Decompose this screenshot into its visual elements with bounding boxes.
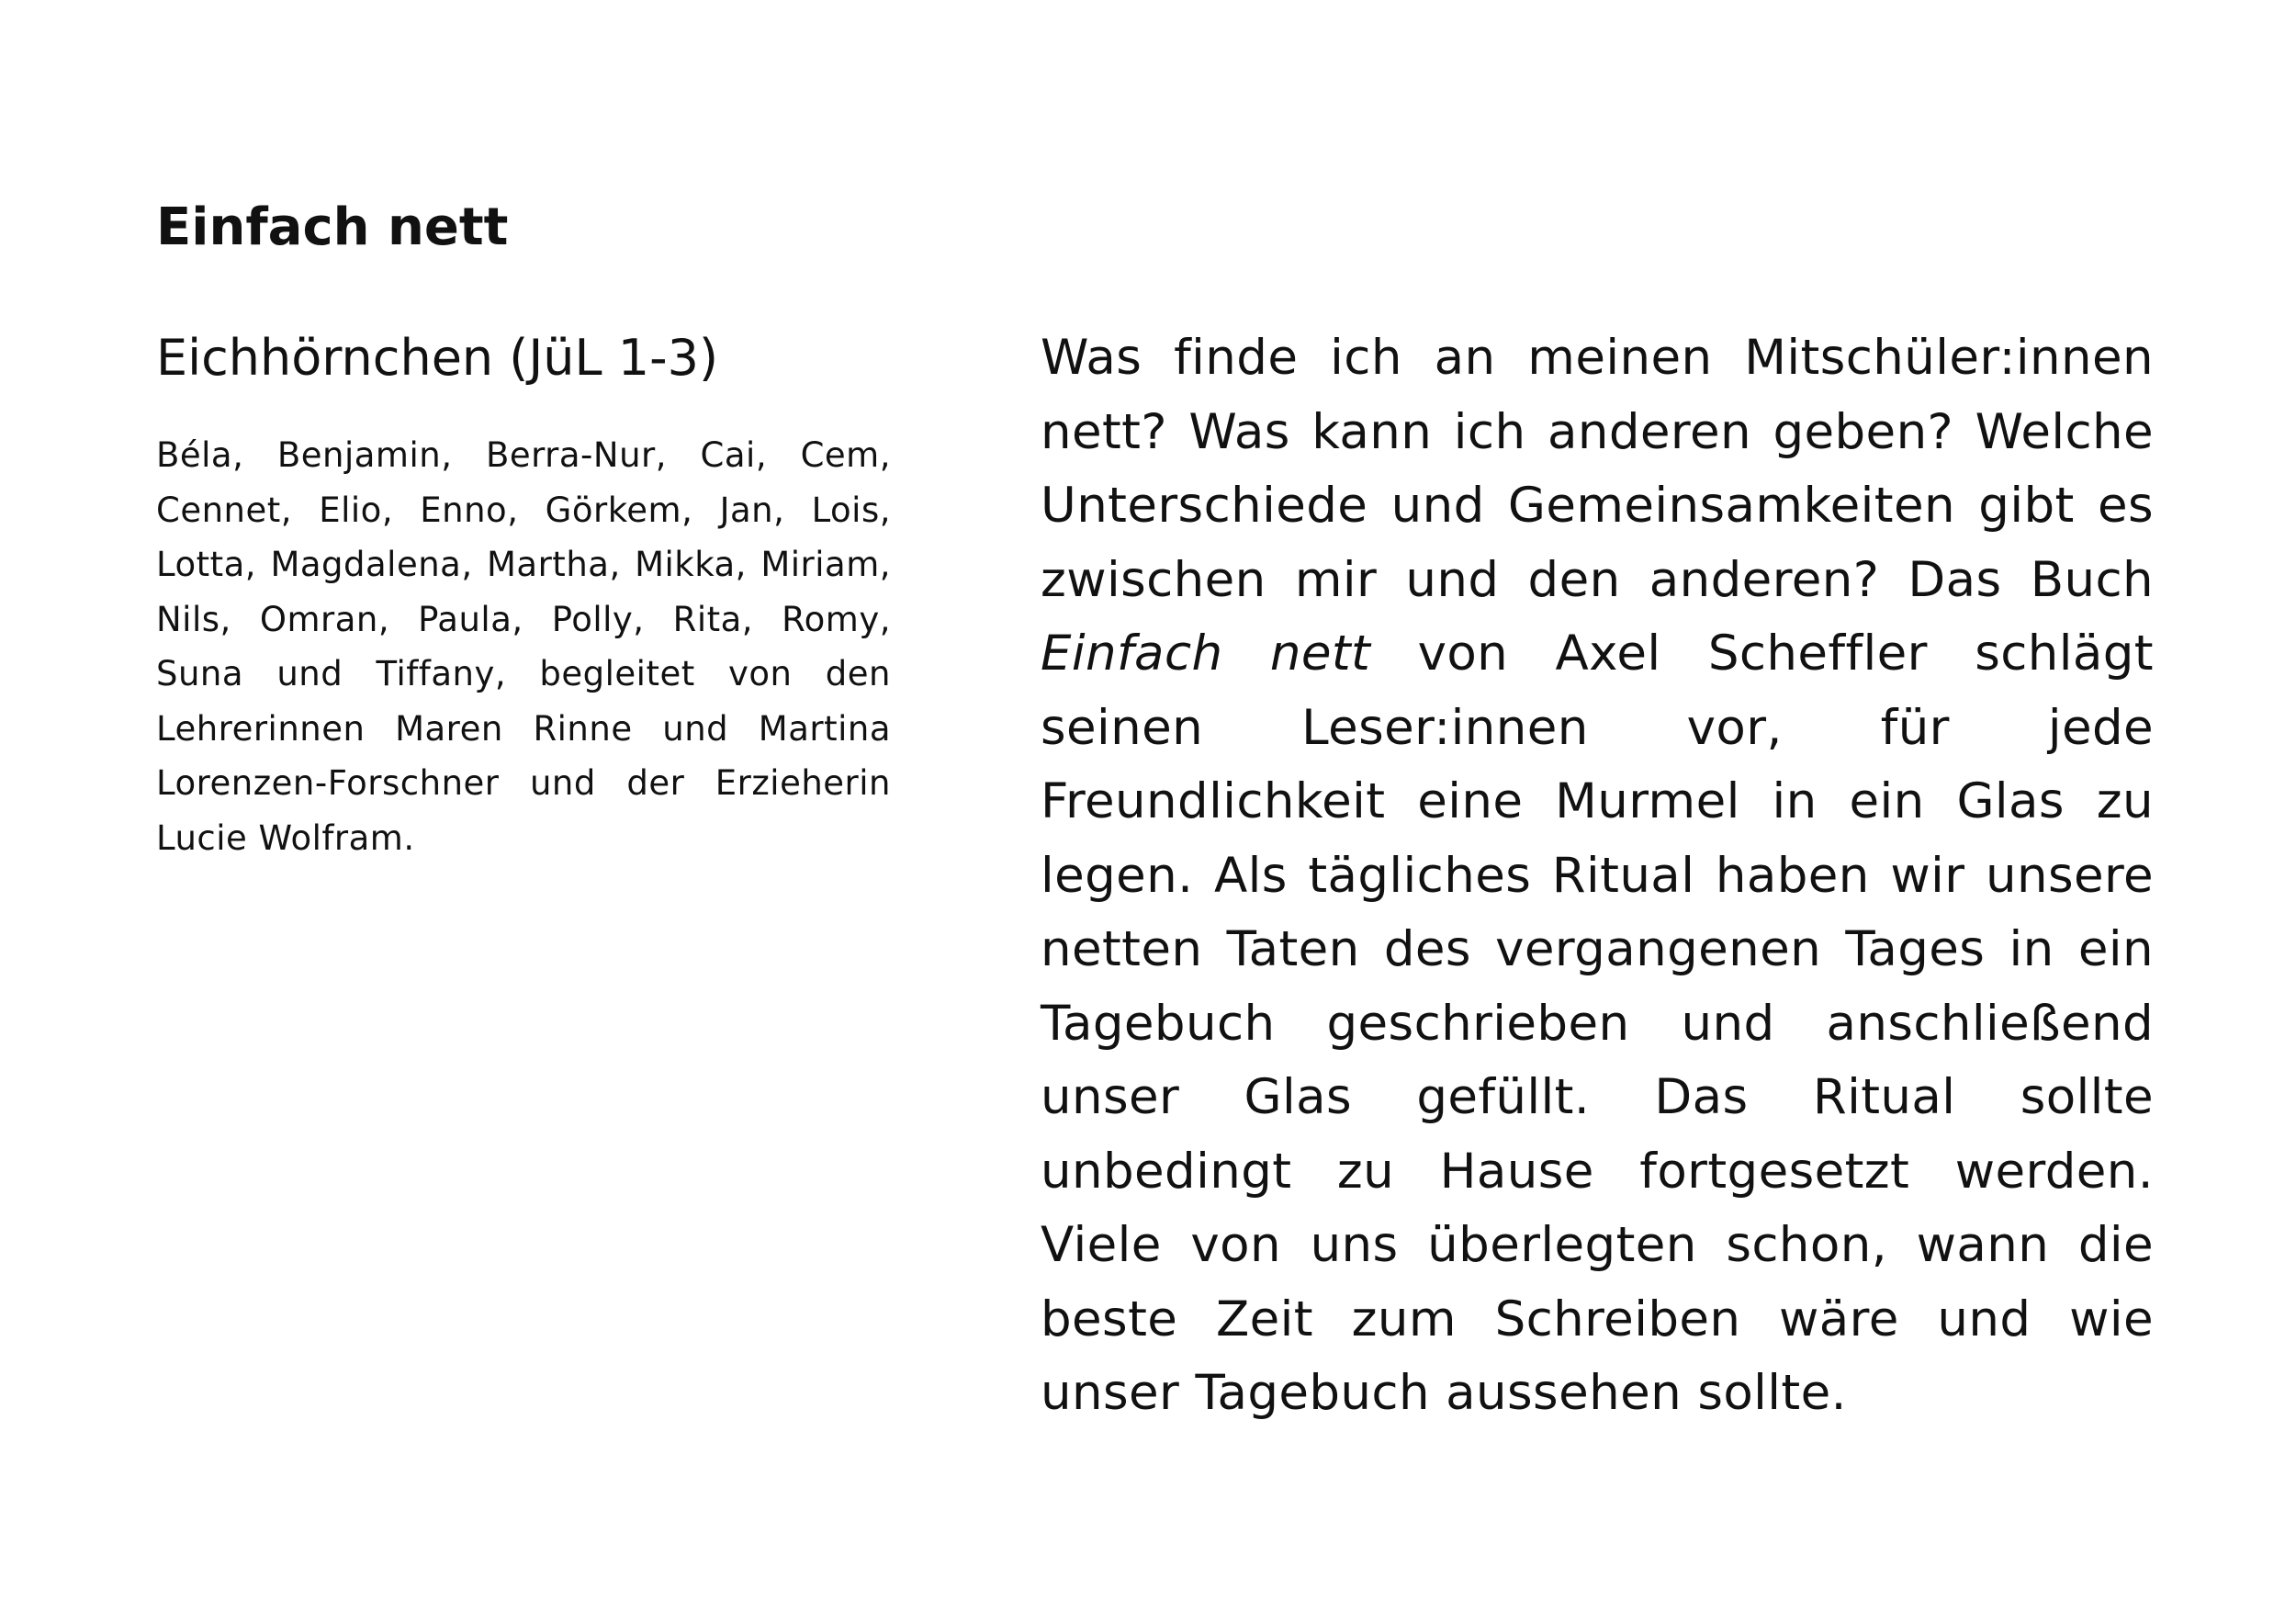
group-heading: Eichhörnchen (JüL 1-3) [156,329,719,387]
page-title: Einfach nett [156,197,509,257]
book-title: Einfach nett [1041,626,1371,682]
participants-list: Béla, Benjamin, Berra-Nur, Cai, Cem, Cennet, Elio, Enno, Görkem, Jan, Lois, Lotta, Magdalena, Martha, Mikka, Miriam, Nils, Omran, Paula, Polly, Rita, Romy, Suna und Tiffany, begleitet von den Lehrerinnen Maren Rinne und Martina Lorenzen-Forschner und der Erzieherin Lucie Wolfram. [156,435,891,858]
description-intro: Was finde ich an meinen Mitschüler:innen nett? Was kann ich anderen geben? Welche Unterschiede und Gemeinsamkeiten gibt es zwischen mir und den anderen? Das Buch [1041,330,2154,608]
project-description [1041,321,2154,1431]
description-continuation: von Axel Scheffler schlägt seinen Leser:innen vor, für jede Freundlichkeit eine Murmel in ein Glas zu legen. Als tägliches Ritual haben wir unsere netten Taten des vergangenen Tages in ein Tagebuch geschrieben und anschließend unser Glas gefüllt. Das Ritual sollte unbedingt zu Hause fortgesetzt werden. Viele von uns überlegten schon, wann die beste Zeit zum Schreiben wäre und wie unser Tagebuch aussehen sollte. [1041,626,2154,1421]
